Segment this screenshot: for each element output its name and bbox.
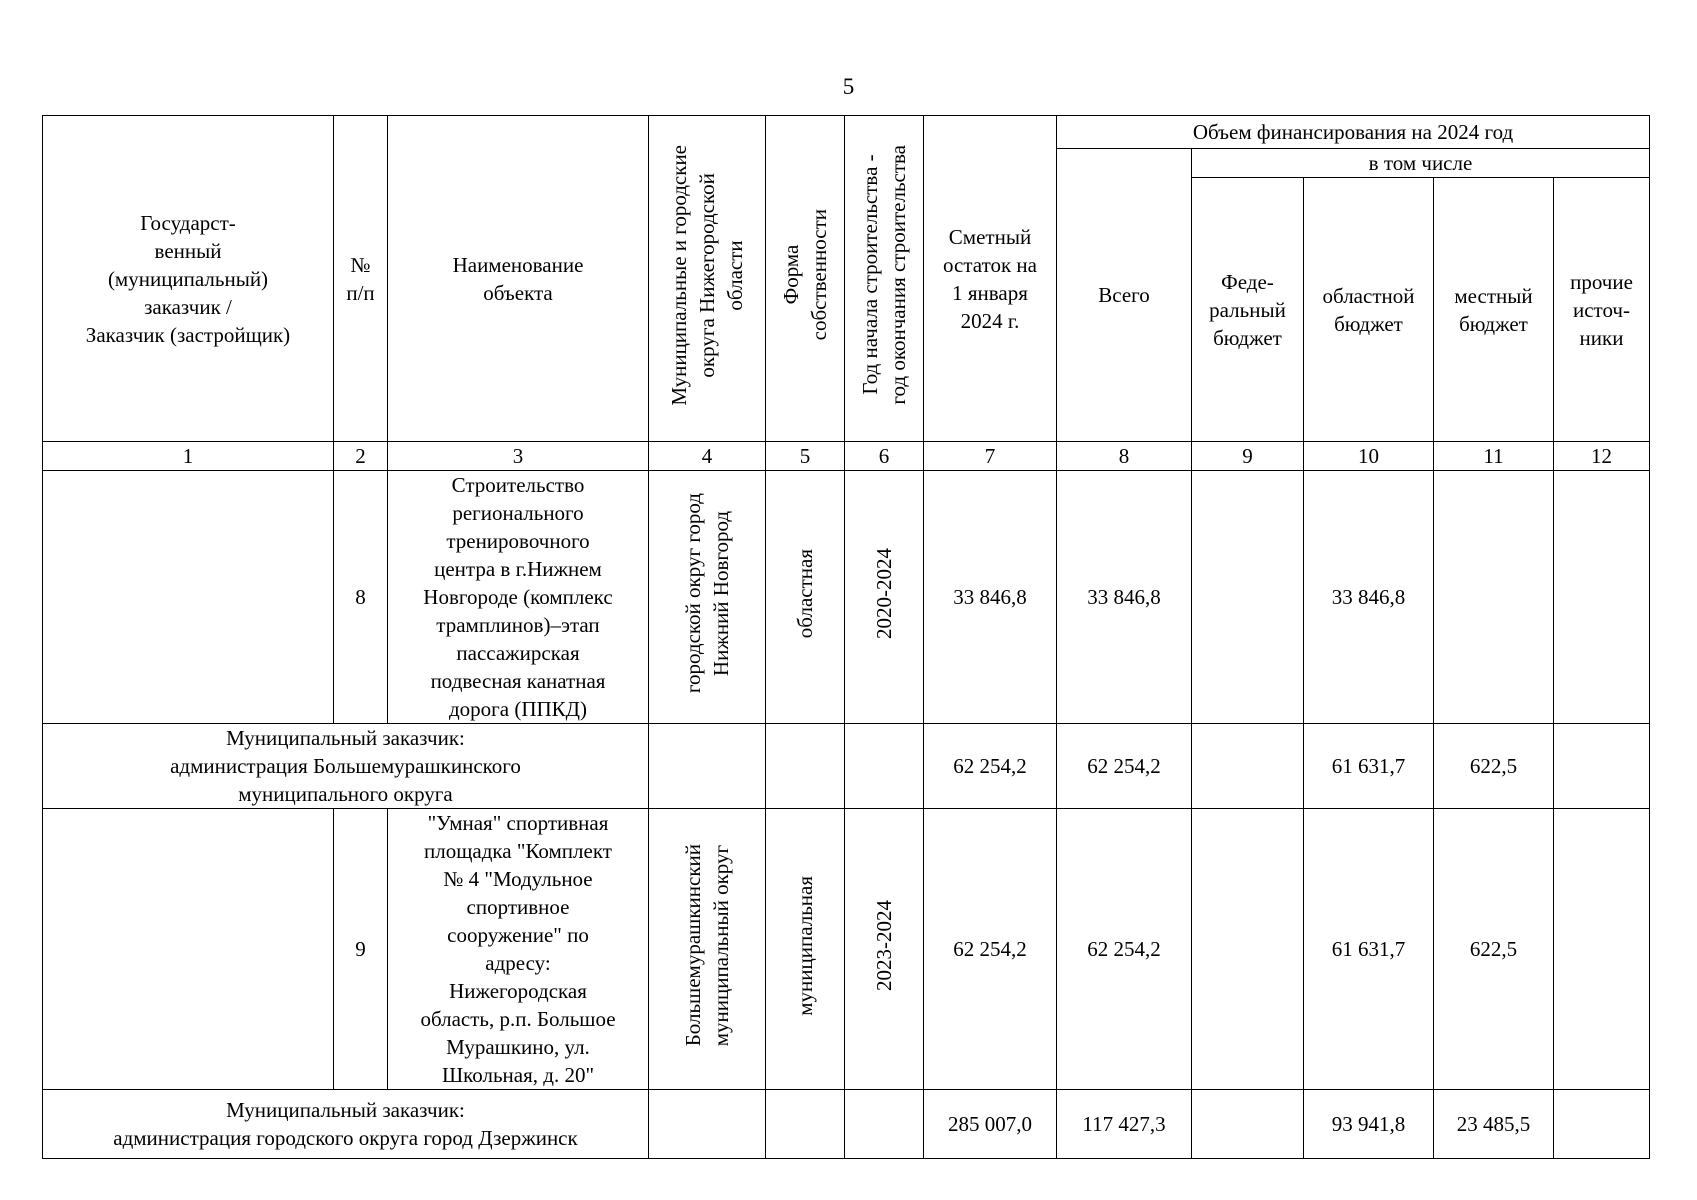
- table-row: [43, 724, 1650, 809]
- table-row: [43, 1090, 1650, 1159]
- empty-cell: [766, 1090, 845, 1159]
- header-object-name: Наименование объекта: [388, 116, 649, 442]
- customer-name: Муниципальный заказчик: администрация Большемурашкинского муниципального округа: [43, 724, 649, 809]
- total-value: 62 254,2: [1057, 809, 1192, 1090]
- regional-value: 61 631,7: [1304, 809, 1434, 1090]
- object-years: 2020-2024: [845, 471, 924, 724]
- object-name: Строительство регионального тренировочного центра в г.Нижнем Новгороде (комплекс трамплинов)–этап пассажирская подвесная канатная дорога (ППКД): [388, 471, 649, 724]
- local-value: 622,5: [1434, 809, 1554, 1090]
- empty-cell: [845, 724, 924, 809]
- estimate-value: 285 007,0: [924, 1090, 1057, 1159]
- column-number: 4: [649, 442, 766, 471]
- regional-value: 93 941,8: [1304, 1090, 1434, 1159]
- object-years: 2023-2024: [845, 809, 924, 1090]
- column-number: 6: [845, 442, 924, 471]
- object-ownership: областная: [766, 471, 845, 724]
- customer-cell-empty: [43, 809, 334, 1090]
- column-number: 1: [43, 442, 334, 471]
- federal-value: [1192, 809, 1304, 1090]
- federal-value: [1192, 471, 1304, 724]
- table-row: [43, 809, 1650, 1090]
- column-number: 5: [766, 442, 845, 471]
- header-years: Год начала строительства - год окончания строительства: [845, 116, 924, 442]
- column-number: 2: [334, 442, 388, 471]
- header-number: № п/п: [334, 116, 388, 442]
- regional-value: 33 846,8: [1304, 471, 1434, 724]
- header-regional: областной бюджет: [1304, 178, 1434, 442]
- header-local: местный бюджет: [1434, 178, 1554, 442]
- estimate-value: 62 254,2: [924, 724, 1057, 809]
- page-number: 5: [842, 74, 855, 99]
- header-customer: Государст- венный (муниципальный) заказчик / Заказчик (застройщик): [43, 116, 334, 442]
- regional-value: 61 631,7: [1304, 724, 1434, 809]
- column-number-row: [43, 442, 1650, 471]
- empty-cell: [649, 1090, 766, 1159]
- header-including: в том числе: [1192, 149, 1650, 178]
- empty-cell: [649, 724, 766, 809]
- column-number: 9: [1192, 442, 1304, 471]
- column-number: 12: [1554, 442, 1650, 471]
- object-ownership: муниципальная: [766, 809, 845, 1090]
- total-value: 33 846,8: [1057, 471, 1192, 724]
- financing-table: [42, 115, 1650, 1159]
- local-value: [1434, 471, 1554, 724]
- column-number: 8: [1057, 442, 1192, 471]
- empty-cell: [766, 724, 845, 809]
- column-number: 7: [924, 442, 1057, 471]
- header-total: Всего: [1057, 149, 1192, 442]
- header-estimate-balance: Сметный остаток на 1 января 2024 г.: [924, 116, 1057, 442]
- header-ownership: Форма собственности: [766, 116, 845, 442]
- object-name: "Умная" спортивная площадка "Комплект № 4 "Модульное спортивное сооружение" по адресу: Нижегородская область, р.п. Большое Мурашкино, ул. Школьная, д. 20": [388, 809, 649, 1090]
- object-number: 8: [334, 471, 388, 724]
- column-number: 3: [388, 442, 649, 471]
- other-value: [1554, 724, 1650, 809]
- other-value: [1554, 471, 1650, 724]
- total-value: 117 427,3: [1057, 1090, 1192, 1159]
- total-value: 62 254,2: [1057, 724, 1192, 809]
- customer-cell-empty: [43, 471, 334, 724]
- estimate-value: 62 254,2: [924, 809, 1057, 1090]
- object-number: 9: [334, 809, 388, 1090]
- local-value: 622,5: [1434, 724, 1554, 809]
- header-financing-group: Объем финансирования на 2024 год: [1057, 116, 1650, 149]
- empty-cell: [845, 1090, 924, 1159]
- federal-value: [1192, 724, 1304, 809]
- column-number: 11: [1434, 442, 1554, 471]
- object-municipality: Большемурашкинский муниципальный округ: [649, 809, 766, 1090]
- header-other: прочие источ- ники: [1554, 178, 1650, 442]
- table-row: [43, 471, 1650, 724]
- other-value: [1554, 809, 1650, 1090]
- estimate-value: 33 846,8: [924, 471, 1057, 724]
- header-municipality: Муниципальные и городские округа Нижегородской области: [649, 116, 766, 442]
- column-number: 10: [1304, 442, 1434, 471]
- federal-value: [1192, 1090, 1304, 1159]
- local-value: 23 485,5: [1434, 1090, 1554, 1159]
- other-value: [1554, 1090, 1650, 1159]
- object-municipality: городской округ город Нижний Новгород: [649, 471, 766, 724]
- customer-name: Муниципальный заказчик: администрация городского округа город Дзержинск: [43, 1090, 649, 1159]
- header-federal: Феде- ральный бюджет: [1192, 178, 1304, 442]
